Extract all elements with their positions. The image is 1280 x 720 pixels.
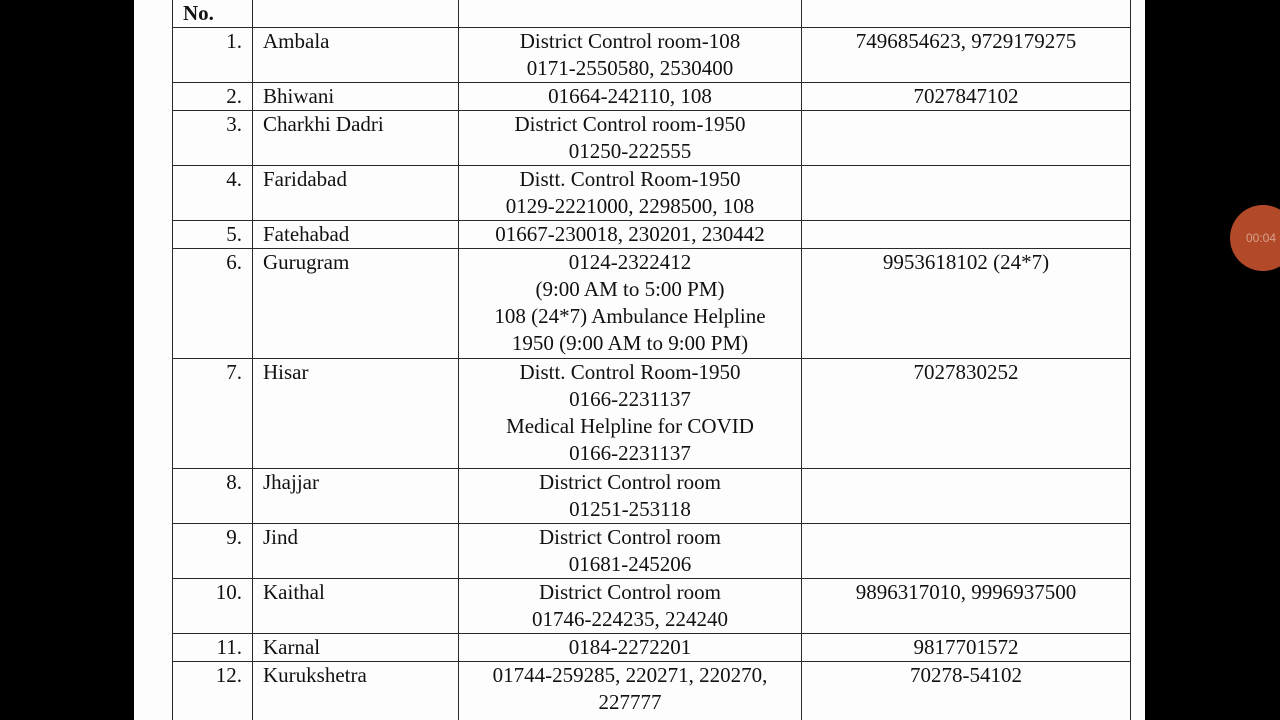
- district-name: Gurugram: [263, 250, 350, 274]
- table-row: [173, 579, 1131, 634]
- sno-cell: [173, 249, 253, 359]
- control-room-line: 01251-253118: [569, 497, 691, 521]
- control-room-line: Medical Helpline for COVID: [506, 414, 754, 438]
- control-room-line: District Control room: [539, 580, 721, 604]
- mobile-cell: [802, 111, 1131, 166]
- mobile-cell: [802, 83, 1131, 111]
- control-room-line: District Control room: [539, 525, 721, 549]
- header-sno-label: No.: [183, 1, 214, 25]
- control-room-line: 0171-2550580, 2530400: [526, 56, 734, 80]
- control-room-cell: [459, 28, 802, 83]
- district-name: Faridabad: [263, 167, 347, 191]
- district-cell: [253, 579, 459, 634]
- header-sno-cell: [173, 0, 253, 28]
- sno-cell: [173, 359, 253, 469]
- district-name: Jhajjar: [263, 470, 319, 494]
- control-room-cell: [459, 111, 802, 166]
- table-row: [173, 662, 1131, 720]
- recording-timer-badge[interactable]: 00:04: [1230, 205, 1280, 271]
- control-room-line: 01667-230018, 230201, 230442: [495, 222, 765, 246]
- district-cell: [253, 111, 459, 166]
- district-cell: [253, 28, 459, 83]
- control-room-cell: [459, 221, 802, 249]
- control-room-cell: [459, 249, 802, 359]
- control-room-cell: [459, 469, 802, 524]
- control-room-line: District Control room-1950: [514, 112, 746, 136]
- control-room-line: 0166-2231137: [569, 387, 691, 411]
- district-cell: [253, 634, 459, 662]
- sno-cell: [173, 28, 253, 83]
- mobile-cell: [802, 579, 1131, 634]
- header-district-cell: [253, 0, 459, 28]
- district-name: Bhiwani: [263, 84, 335, 108]
- district-name: Kaithal: [263, 580, 325, 604]
- control-room-line: Distt. Control Room-1950: [519, 167, 741, 191]
- mobile-numbers: 9953618102 (24*7): [882, 250, 1050, 274]
- sno-cell: [173, 579, 253, 634]
- sno-cell: [173, 524, 253, 579]
- mobile-cell: [802, 166, 1131, 221]
- control-room-line: 01664-242110, 108: [548, 84, 712, 108]
- district-name: Hisar: [263, 360, 309, 384]
- district-cell: [253, 166, 459, 221]
- control-room-cell: [459, 634, 802, 662]
- table-row: [173, 524, 1131, 579]
- serial-number: 4.: [226, 167, 242, 191]
- serial-number: 10.: [215, 580, 242, 604]
- table-row: [173, 221, 1131, 249]
- mobile-cell: [802, 634, 1131, 662]
- control-room-line: 0129-2221000, 2298500, 108: [505, 194, 755, 218]
- table-row: [173, 111, 1131, 166]
- mobile-numbers: 9817701572: [913, 635, 1019, 659]
- mobile-cell: [802, 662, 1131, 720]
- district-name: Fatehabad: [263, 222, 350, 246]
- sno-cell: [173, 221, 253, 249]
- control-room-line: 01250-222555: [568, 139, 692, 163]
- helpline-table: [172, 0, 1131, 720]
- serial-number: 8.: [226, 470, 242, 494]
- control-room-line: 01681-245206: [568, 552, 692, 576]
- mobile-cell: [802, 469, 1131, 524]
- sno-cell: [173, 111, 253, 166]
- serial-number: 12.: [215, 663, 242, 687]
- serial-number: 6.: [226, 250, 242, 274]
- sno-cell: [173, 662, 253, 720]
- mobile-numbers: 7027847102: [913, 84, 1019, 108]
- table-header-row: [173, 0, 1131, 28]
- district-name: Kurukshetra: [263, 663, 367, 687]
- serial-number: 3.: [226, 112, 242, 136]
- district-cell: [253, 221, 459, 249]
- sno-cell: [173, 83, 253, 111]
- district-name: Ambala: [263, 29, 330, 53]
- control-room-line: District Control room-108: [519, 29, 741, 53]
- control-room-cell: [459, 662, 802, 720]
- district-cell: [253, 524, 459, 579]
- control-room-line: District Control room: [539, 470, 721, 494]
- table-row: [173, 83, 1131, 111]
- table-row: [173, 634, 1131, 662]
- serial-number: 11.: [216, 635, 242, 659]
- control-room-line: (9:00 AM to 5:00 PM): [535, 277, 725, 301]
- serial-number: 9.: [226, 525, 242, 549]
- sno-cell: [173, 469, 253, 524]
- document-page: [134, 0, 1145, 720]
- district-cell: [253, 83, 459, 111]
- sno-cell: [173, 166, 253, 221]
- sno-cell: [173, 634, 253, 662]
- table-row: [173, 359, 1131, 469]
- district-cell: [253, 662, 459, 720]
- serial-number: 1.: [226, 29, 242, 53]
- table-row: [173, 28, 1131, 83]
- mobile-cell: [802, 359, 1131, 469]
- serial-number: 5.: [226, 222, 242, 246]
- control-room-line: 1950 (9:00 AM to 9:00 PM): [511, 331, 749, 355]
- mobile-numbers: 70278-54102: [910, 663, 1022, 687]
- control-room-cell: [459, 579, 802, 634]
- table-row: [173, 469, 1131, 524]
- header-mobile-cell: [802, 0, 1131, 28]
- control-room-cell: [459, 166, 802, 221]
- district-cell: [253, 249, 459, 359]
- district-cell: [253, 359, 459, 469]
- control-room-cell: [459, 524, 802, 579]
- control-room-line: 01744-259285, 220271, 220270,: [492, 663, 768, 687]
- district-name: Karnal: [263, 635, 321, 659]
- control-room-line: 0184-2272201: [568, 635, 692, 659]
- serial-number: 2.: [226, 84, 242, 108]
- mobile-numbers: 9896317010, 9996937500: [855, 580, 1077, 604]
- control-room-line: Distt. Control Room-1950: [519, 360, 741, 384]
- district-name: Charkhi Dadri: [263, 112, 384, 136]
- control-room-line: 0166-2231137: [569, 441, 691, 465]
- mobile-cell: [802, 524, 1131, 579]
- district-cell: [253, 469, 459, 524]
- mobile-numbers: 7027830252: [913, 360, 1019, 384]
- control-room-line: 108 (24*7) Ambulance Helpline: [494, 304, 766, 328]
- table-row: [173, 166, 1131, 221]
- control-room-cell: [459, 359, 802, 469]
- header-control-cell: [459, 0, 802, 28]
- mobile-cell: [802, 249, 1131, 359]
- mobile-numbers: 7496854623, 9729179275: [855, 29, 1077, 53]
- mobile-cell: [802, 221, 1131, 249]
- serial-number: 7.: [226, 360, 242, 384]
- mobile-cell: [802, 28, 1131, 83]
- control-room-line: 227777: [598, 690, 662, 714]
- control-room-line: 0124-2322412: [568, 250, 692, 274]
- district-name: Jind: [263, 525, 299, 549]
- control-room-cell: [459, 83, 802, 111]
- control-room-line: 01746-224235, 224240: [532, 607, 728, 631]
- table-row: [173, 249, 1131, 359]
